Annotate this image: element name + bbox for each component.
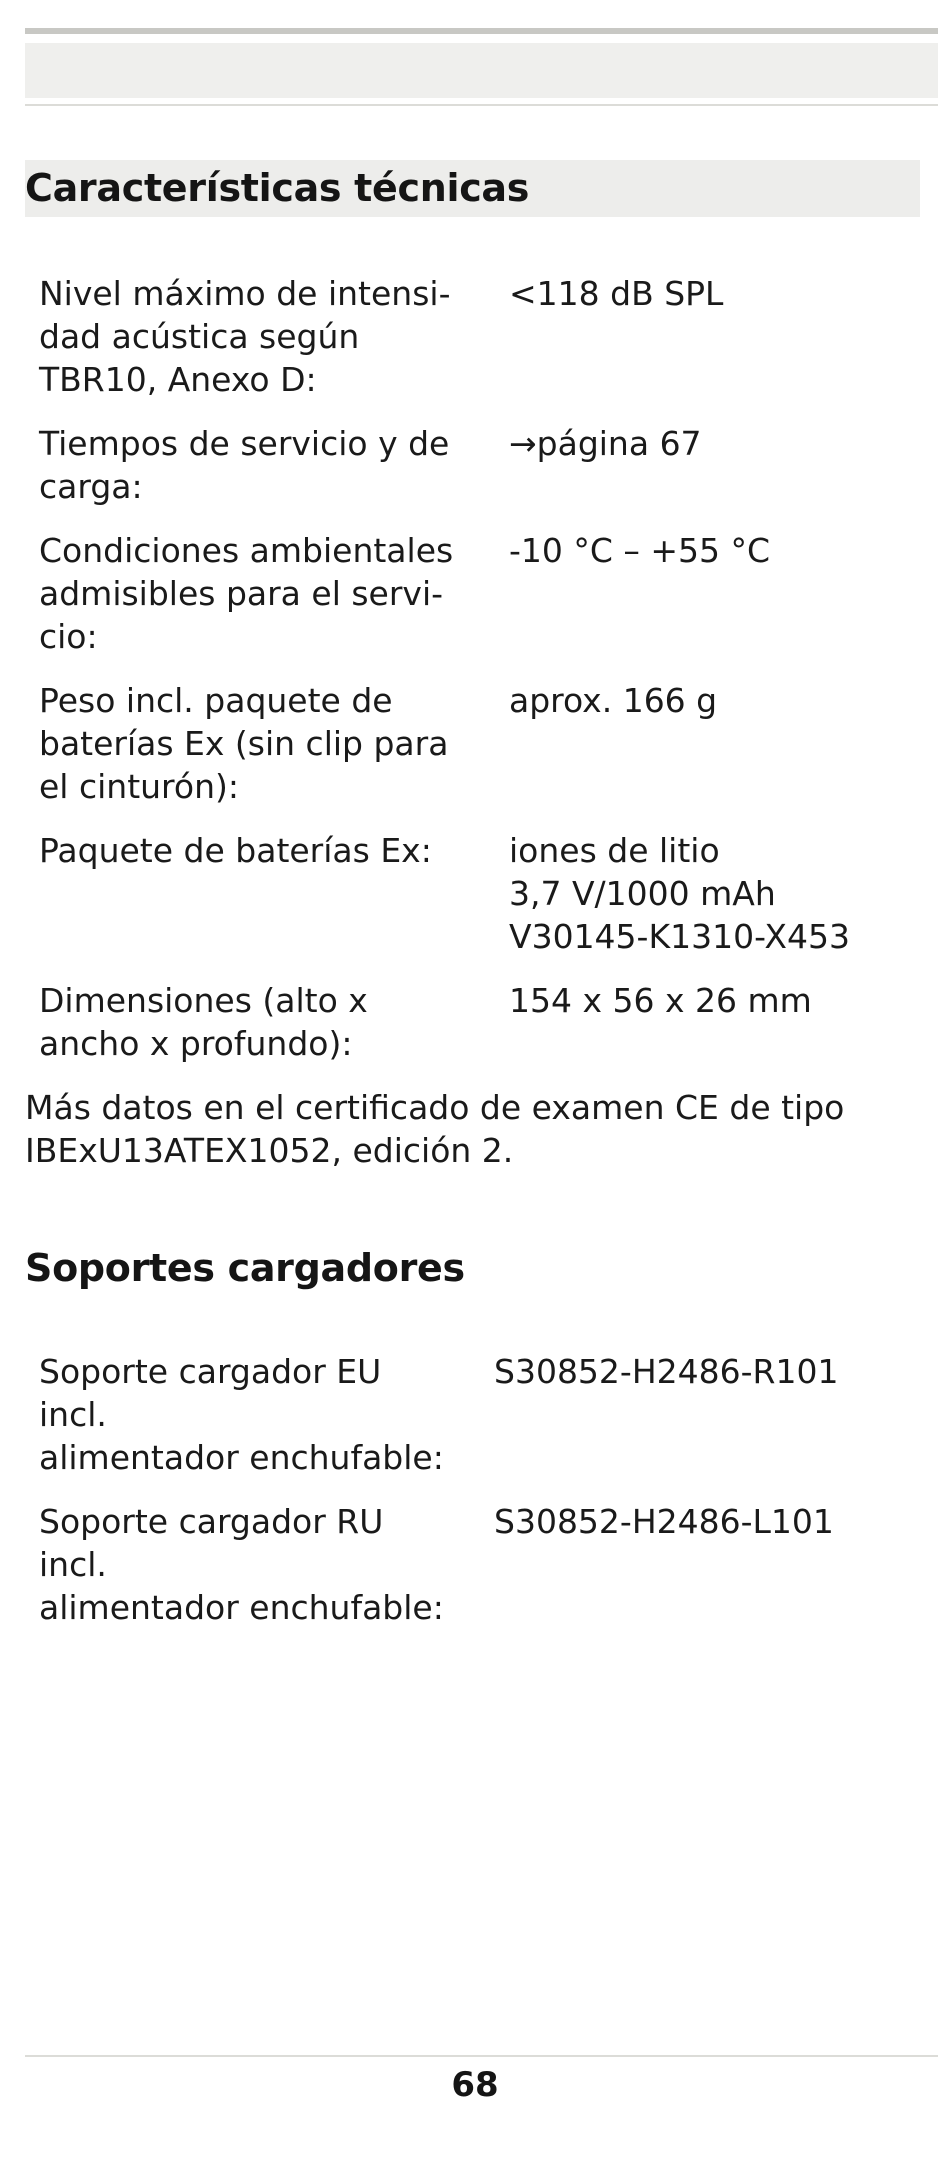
- technical-specs-table: [39, 272, 850, 1086]
- spec-row-dimensions: [39, 979, 850, 1086]
- charger-part-number: S30852-H2486-L101: [494, 1502, 834, 1541]
- chargers-table: [39, 1350, 838, 1650]
- spec-label: Paquete de baterías Ex:: [39, 831, 432, 870]
- section-title-technical: Características técnicas: [25, 160, 920, 217]
- spec-value-page-link[interactable]: →página 67: [509, 424, 702, 463]
- spec-row-weight: [39, 679, 850, 829]
- charger-part-number: S30852-H2486-R101: [494, 1352, 839, 1391]
- footer-divider: [25, 2055, 938, 2057]
- spec-value: <118 dB SPL: [509, 274, 724, 313]
- spec-row-operating-times: [39, 422, 850, 529]
- spec-label: Dimensiones (alto x ancho x profundo):: [39, 981, 368, 1063]
- page-number: 68: [451, 2065, 499, 2105]
- spec-value: -10 °C – +55 °C: [509, 531, 771, 570]
- section-title-chargers: Soportes cargadores: [25, 1246, 465, 1290]
- header-divider: [25, 104, 938, 106]
- spec-label: Nivel máximo de intensi- dad acústica según TBR10, Anexo D:: [39, 274, 451, 399]
- header-band: [25, 43, 938, 98]
- spec-row-battery-pack: [39, 829, 850, 979]
- spec-label: Peso incl. paquete de baterías Ex (sin clip para el cinturón):: [39, 681, 449, 806]
- spec-label: Condiciones ambientales admisibles para el servi- cio:: [39, 531, 454, 656]
- spec-value: 154 x 56 x 26 mm: [509, 981, 812, 1020]
- spec-value: aprox. 166 g: [509, 681, 718, 720]
- top-rule: [25, 28, 938, 34]
- charger-label: Soporte cargador RU incl. alimentador enchufable:: [39, 1502, 444, 1627]
- spec-row-sound-level: [39, 272, 850, 422]
- charger-label: Soporte cargador EU incl. alimentador enchufable:: [39, 1352, 444, 1477]
- spec-label: Tiempos de servicio y de carga:: [39, 424, 450, 506]
- charger-row-uk: [39, 1500, 838, 1650]
- certificate-note: Más datos en el certificado de examen CE de tipo IBExU13ATEX1052, edición 2.: [25, 1088, 845, 1170]
- spec-value: iones de litio 3,7 V/1000 mAh V30145-K1310-X453: [509, 831, 850, 956]
- spec-row-ambient-conditions: [39, 529, 850, 679]
- charger-row-eu: [39, 1350, 838, 1500]
